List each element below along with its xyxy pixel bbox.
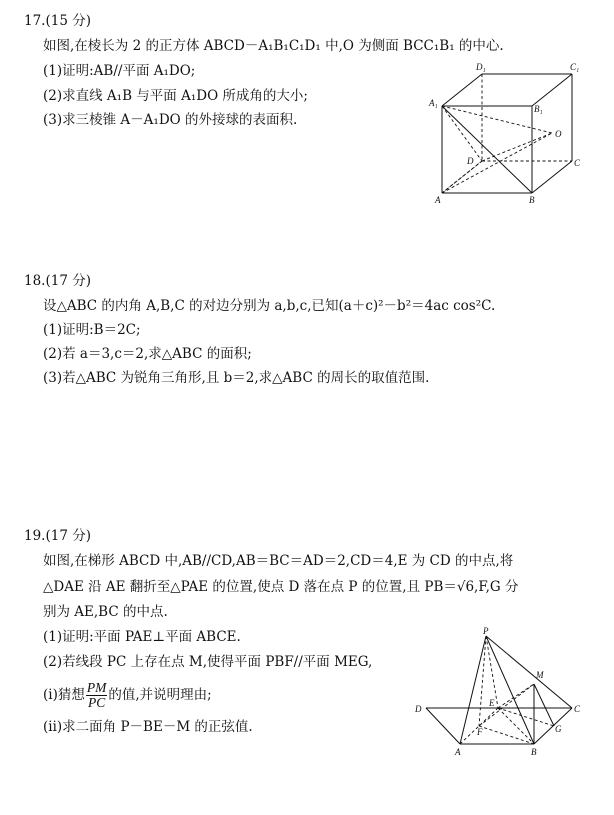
q19-header: 19.(17 分) xyxy=(24,528,91,544)
q19-label-e: E xyxy=(489,698,495,708)
q19-label-d: D xyxy=(415,704,422,714)
q19-part2: (2)若线段 PC 上存在点 M,使得平面 PBF//平面 MEG, xyxy=(43,654,373,670)
q19-stem-line2: △DAE 沿 AE 翻折至△PAE 的位置,使点 D 落在点 P 的位置,且 PB＝√6,F,G 分 xyxy=(43,579,519,595)
q17-label-a: A xyxy=(435,195,441,205)
q17-label-d1: D₁ xyxy=(476,62,486,72)
q17-cube-figure xyxy=(420,60,590,210)
q17-label-b: B xyxy=(529,195,535,205)
q19-label-p: P xyxy=(483,626,489,636)
q17-part3: (3)求三棱锥 A－A₁DO 的外接球的表面积. xyxy=(43,112,298,128)
fraction-numerator: PM xyxy=(86,680,107,695)
q19-part1: (1)证明:平面 PAE⊥平面 ABCE. xyxy=(43,629,241,645)
q18-part3: (3)若△ABC 为锐角三角形,且 b＝2,求△ABC 的周长的取值范围. xyxy=(43,370,430,386)
q17-label-a1: A₁ xyxy=(429,98,438,108)
q19-label-a: A xyxy=(455,747,461,757)
q18-header: 18.(17 分) xyxy=(24,273,91,289)
q17-stem: 如图,在棱长为 2 的正方体 ABCD－A₁B₁C₁D₁ 中,O 为侧面 BCC₁B₁ 的中心. xyxy=(43,38,504,54)
q18-stem: 设△ABC 的内角 A,B,C 的对边分别为 a,b,c,已知(a＋c)²－b²＝4ac cos²C. xyxy=(43,298,496,314)
q17-label-b1: B₁ xyxy=(534,104,543,114)
q19-part2-i-suffix: 的值,并说明理由; xyxy=(108,687,212,703)
q17-label-c1: C₁ xyxy=(570,62,580,72)
fraction-denominator: PC xyxy=(87,695,106,710)
q19-stem-line3: 别为 AE,BC 的中点. xyxy=(43,604,168,620)
q17-label-o: O xyxy=(555,129,562,139)
q19-label-g: G xyxy=(555,724,562,734)
q19-trapezoid-figure xyxy=(412,628,597,763)
q19-part2-i-prefix: (ⅰ)猜想 xyxy=(43,687,85,703)
q17-part1: (1)证明:AB//平面 A₁DO; xyxy=(43,63,196,79)
q19-label-c: C xyxy=(574,704,581,714)
q19-label-m: M xyxy=(536,670,544,680)
q19-label-f: F xyxy=(477,727,483,737)
q19-part2-ii: (ⅱ)求二面角 P－BE－M 的正弦值. xyxy=(43,719,253,735)
q19-stem-line1: 如图,在梯形 ABCD 中,AB//CD,AB＝BC＝AD＝2,CD＝4,E 为 CD 的中点,将 xyxy=(43,553,514,569)
q17-header: 17.(15 分) xyxy=(24,13,91,29)
q17-part2: (2)求直线 A₁B 与平面 A₁DO 所成角的大小; xyxy=(43,88,308,104)
q19-part2-i xyxy=(43,680,212,710)
q18-part1: (1)证明:B＝2C; xyxy=(43,322,141,338)
q18-part2: (2)若 a＝3,c＝2,求△ABC 的面积; xyxy=(43,346,252,362)
q19-fraction-pm-pc xyxy=(86,681,108,710)
q17-label-d: D xyxy=(467,156,474,166)
q17-label-c: C xyxy=(574,158,581,168)
q19-label-b: B xyxy=(531,747,537,757)
